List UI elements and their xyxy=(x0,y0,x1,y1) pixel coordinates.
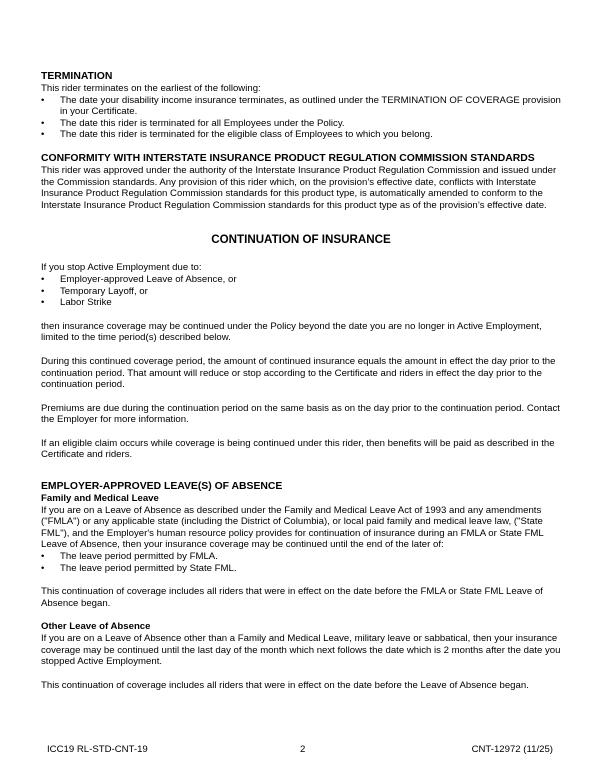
conformity-heading: CONFORMITY WITH INTERSTATE INSURANCE PRODUCT REGULATION COMMISSION STANDARDS xyxy=(41,152,535,164)
continuation-list xyxy=(41,274,561,309)
continuation-paragraph: then insurance coverage may be continued under the Policy beyond the date you are no longer in Active Employment, limited to the time period(s) described below. xyxy=(41,320,542,344)
list-item: • The date this rider is terminated for all Employees under the Policy. xyxy=(41,118,561,130)
continuation-title: CONTINUATION OF INSURANCE xyxy=(211,233,391,247)
list-item: • The leave period permitted by FMLA. xyxy=(41,551,561,563)
form-number-left: ICC19 RL-STD-CNT-19 xyxy=(47,744,148,755)
fmla-heading: Family and Medical Leave xyxy=(41,493,159,505)
list-item: • The date this rider is terminated for the eligible class of Employees to which you belong. xyxy=(41,129,561,141)
continuation-paragraph: During this continued coverage period, the amount of continued insurance equals the amount in effect the day prior to the continuation period. That amount will reduce or stop according to the Certificate and riders in effect the day prior to the continuation period. xyxy=(41,355,556,391)
fmla-list xyxy=(41,551,561,574)
fmla-body: If you are on a Leave of Absence as described under the Family and Medical Leave Act of 1993 and any amendments ("FMLA") or any applicable state (including the District of Columbia), or local paid family and medical leave law, ("State FML"), and the Employer's human resource policy provides for continuation of insurance during an FMLA or State FML Leave of Absence, then your insurance coverage may be continued until the end of the later of: xyxy=(41,504,544,551)
leave-section xyxy=(41,481,561,691)
form-number-right: CNT-12972 (11/25) xyxy=(471,744,553,755)
continuation-section xyxy=(41,233,561,461)
list-item: • The date your disability income insurance terminates, as outlined under the TERMINATION OF COVERAGE provision in your Certificate. xyxy=(41,95,561,118)
other-leave-riders: This continuation of coverage includes all riders that were in effect on the date before the Leave of Absence began. xyxy=(41,679,529,691)
termination-intro: This rider terminates on the earliest of the following: xyxy=(41,83,261,94)
termination-section xyxy=(41,71,561,141)
continuation-intro: If you stop Active Employment due to: xyxy=(41,262,202,274)
fmla-riders: This continuation of coverage includes all riders that were in effect on the date before the FMLA or State FML Leave of Absence began. xyxy=(41,586,543,609)
list-item: • The leave period permitted by State FML. xyxy=(41,563,561,575)
leave-heading: EMPLOYER-APPROVED LEAVE(S) OF ABSENCE xyxy=(41,481,283,493)
other-leave-heading: Other Leave of Absence xyxy=(41,621,151,633)
termination-list xyxy=(41,95,561,141)
list-item: • Employer-approved Leave of Absence, or xyxy=(41,274,561,286)
continuation-paragraph: Premiums are due during the continuation period on the same basis as on the day prior to the continuation period. Contact the Employer for more information. xyxy=(41,402,560,426)
list-item: • Temporary Layoff, or xyxy=(41,286,561,298)
list-item: • Labor Strike xyxy=(41,297,561,309)
conformity-body: This rider was approved under the authority of the Interstate Insurance Product Regulation Commission and issued under the Commission standards. Any provision of this rider which, on the provision’s effective date, conflicts with Interstate Insurance Product Regulation Commission standards for this product type, is automatically amended to conform to the Interstate Insurance Product Regulation Commission standards for this product type as of the provision’s effective date. xyxy=(41,164,557,211)
other-leave-body: If you are on a Leave of Absence other than a Family and Medical Leave, military leave or sabbatical, then your insurance coverage may be continued until the last day of the month which next follows the date which is 2 months after the date you stopped Active Employment. xyxy=(41,633,561,668)
continuation-paragraph: If an eligible claim occurs while coverage is being continued under this rider, then benefits will be paid as described in the Certificate and riders. xyxy=(41,437,555,461)
page-number: 2 xyxy=(300,744,306,755)
conformity-section xyxy=(41,153,561,211)
page-content xyxy=(41,71,561,691)
termination-heading: TERMINATION xyxy=(41,71,113,82)
